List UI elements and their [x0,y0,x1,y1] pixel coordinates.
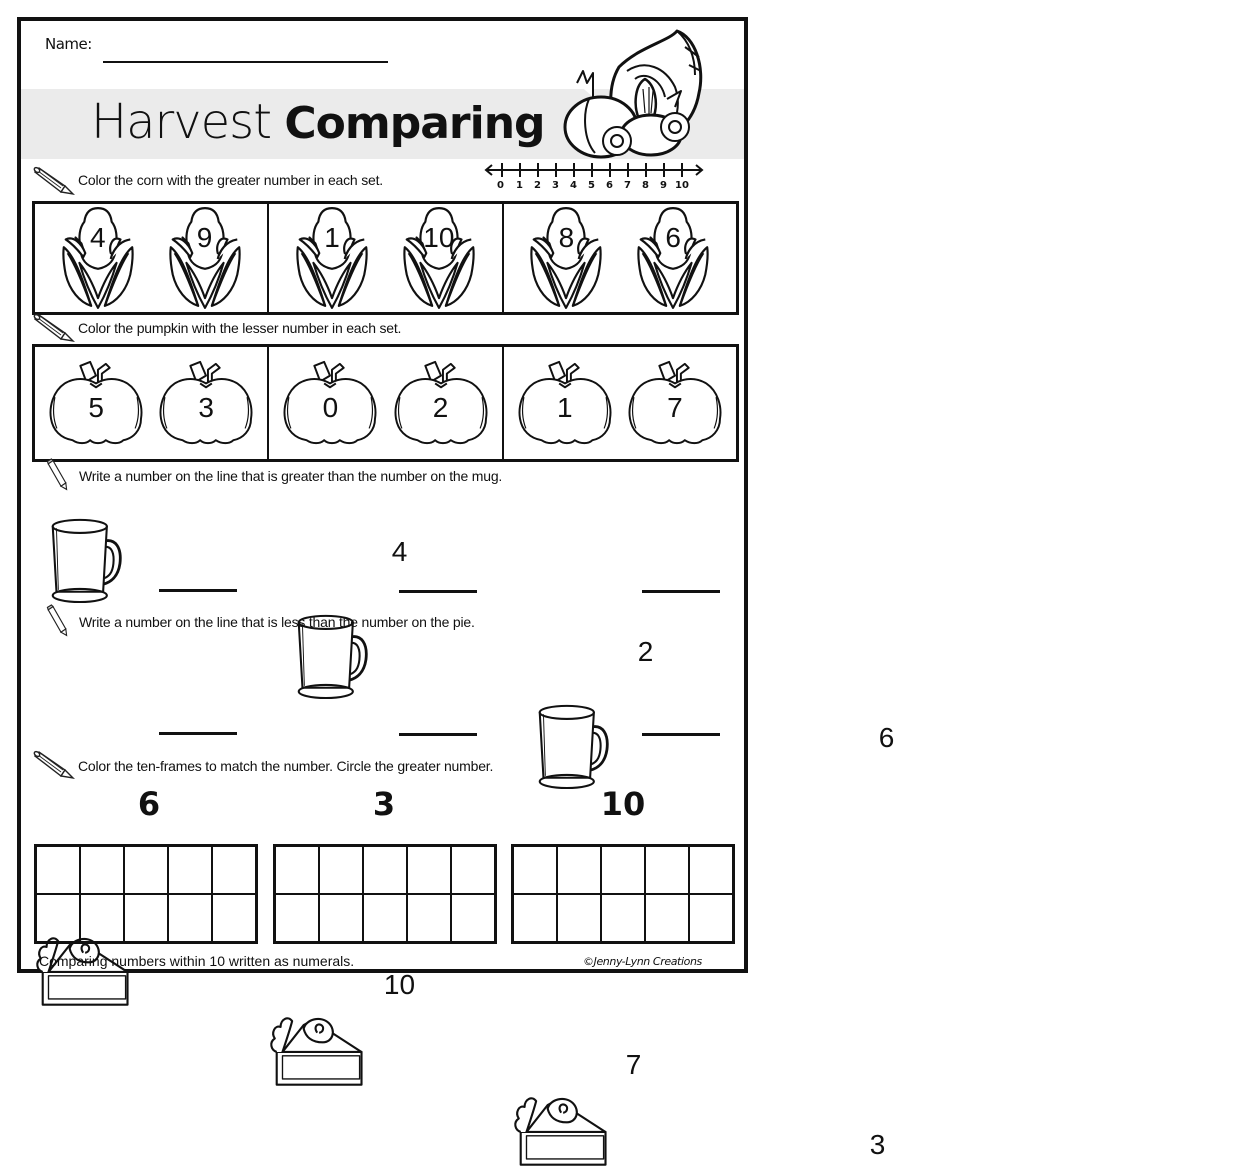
corn-item[interactable]: 9 [161,204,249,312]
corn-instruction: Color the corn with the greater number in each set. [78,172,383,188]
pumpkin-sets [32,344,739,462]
pumpkin-set-1 [35,347,269,459]
page-title [91,91,545,155]
pumpkin-instruction: Color the pumpkin with the lesser number in each set. [78,320,402,336]
tenframe-number[interactable]: 3 [372,785,396,823]
corn-item[interactable]: 8 [522,204,610,312]
ten-frame[interactable] [34,844,258,944]
title-bold: Comparing [284,98,545,149]
name-input-line[interactable] [103,61,388,63]
tenframe-number[interactable]: 6 [137,785,161,823]
corn-set-3 [504,204,736,312]
mug-item: 2 [295,610,1018,702]
name-label: Name: [45,35,92,53]
pumpkin-item[interactable]: 5 [47,358,145,448]
footer-copyright: ©Jenny-Lynn Creations [583,955,702,968]
tenframe-instruction: Color the ten-frames to match the number. Circle the greater number. [78,758,494,774]
corn-item[interactable]: 10 [395,204,483,312]
pumpkin-item[interactable]: 3 [157,358,255,448]
answer-blank[interactable] [399,733,477,736]
corn-sets [32,201,739,315]
answer-blank[interactable] [159,589,237,592]
pie-instruction: Write a number on the line that is less than the number on the pie. [79,614,475,630]
tenframe-number[interactable]: 10 [600,785,646,823]
pencil-icon [45,458,69,492]
footer-standard: Comparing numbers within 10 written as numerals. [39,953,355,969]
number-line [483,159,707,199]
crayon-icon [31,163,75,199]
cornucopia-icon [549,27,705,163]
answer-blank[interactable] [642,733,720,736]
mug-item: 6 [536,700,1259,792]
answer-blank[interactable] [399,590,477,593]
number-line-labels: 0 1 2 3 4 5 6 7 8 9 10 [497,180,689,191]
corn-item[interactable]: 1 [288,204,376,312]
pumpkin-item[interactable]: 0 [281,358,379,448]
mug-instruction: Write a number on the line that is greater than the number on the mug. [79,468,503,484]
crayon-icon [31,747,75,783]
corn-set-2 [269,204,503,312]
pumpkin-item[interactable]: 2 [392,358,490,448]
pencil-icon [45,604,69,638]
crayon-icon [31,310,75,346]
pumpkin-item[interactable]: 7 [626,358,724,448]
pie-item: 3 [513,1091,1236,1171]
pumpkin-set-3 [504,347,736,459]
pumpkin-item[interactable]: 1 [516,358,614,448]
answer-blank[interactable] [642,590,720,593]
ten-frame[interactable] [511,844,735,944]
corn-set-1 [35,204,269,312]
corn-item[interactable]: 4 [54,204,142,312]
worksheet-page [17,17,895,1160]
pumpkin-set-2 [269,347,503,459]
ten-frame[interactable] [273,844,497,944]
title-light: Harvest [91,94,272,150]
corn-item[interactable]: 6 [629,204,717,312]
answer-blank[interactable] [159,732,237,735]
pie-item: 7 [269,1011,992,1091]
mug-item: 4 [49,514,772,606]
pie-item: 10 [35,931,758,1011]
